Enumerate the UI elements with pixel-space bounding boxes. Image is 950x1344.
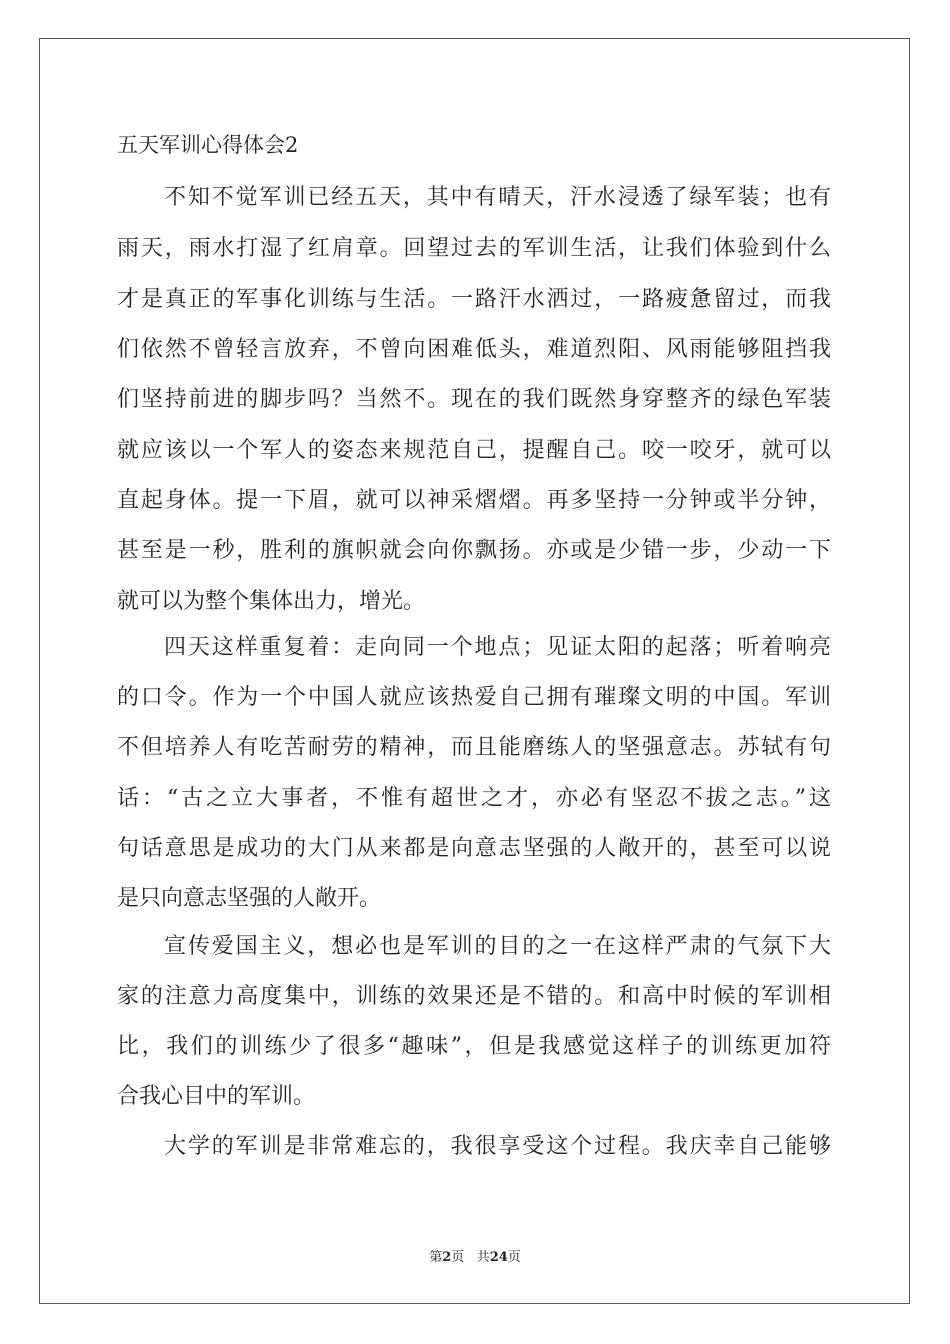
page-label-prefix: 第 [429,1250,443,1265]
total-page-count: 24 [489,1250,508,1265]
paragraph-line: 才是真正的军事化训练与生活。一路汗水洒过，一路疲惫留过，而我 [117,287,831,312]
paragraph-line: 就应该以一个军人的姿态来规范自己，提醒自己。咬一咬牙，就可以 [117,438,831,463]
page-label-suffix: 页 [451,1250,465,1265]
paragraph-line: 是只向意志坚强的人敞开。 [117,886,382,911]
paragraph-line: 不知不觉军训已经五天，其中有晴天，汗水浸透了绿军装；也有 [164,185,831,210]
total-label-suffix: 页 [507,1250,521,1265]
total-label-prefix: 共 [476,1250,490,1265]
paragraph-line: 四天这样重复着：走向同一个地点；见证太阳的起落；听着响亮 [164,635,831,660]
paragraph-line: 合我心目中的军训。 [117,1084,316,1109]
current-page-number: 2 [442,1250,452,1265]
paragraph-line: 直起身体。提一下眉，就可以神采熠熠。再多坚持一分钟或半分钟， [117,488,831,513]
paragraph-line: 大学的军训是非常难忘的，我很享受这个过程。我庆幸自己能够 [164,1134,831,1159]
paragraph-line: 们坚持前进的脚步吗？当然不。现在的我们既然身穿整齐的绿色军装 [117,387,831,412]
paragraph-line: 们依然不曾轻言放弃，不曾向困难低头，难道烈阳、风雨能够阻挡我 [117,337,831,362]
paragraph-line: 家的注意力高度集中，训练的效果还是不错的。和高中时候的军训相 [117,984,831,1009]
document-title: 五天军训心得体会2 [117,133,299,157]
paragraph-line: 宣传爱国主义，想必也是军训的目的之一在这样严肃的气氛下大 [164,934,831,959]
paragraph-line: 话：“古之立大事者，不惟有超世之才，亦必有坚忍不拔之志。”这 [117,786,831,811]
paragraph-line: 就可以为整个集体出力，增光。 [117,589,426,614]
paragraph-line: 句话意思是成功的大门从来都是向意志坚强的人敞开的，甚至可以说 [117,836,831,861]
paragraph-line: 比，我们的训练少了很多“趣味”，但是我感觉这样子的训练更加符 [117,1034,831,1059]
paragraph-line: 甚至是一秒，胜利的旗帜就会向你飘扬。亦或是少错一步，少动一下 [117,538,831,563]
paragraph-line: 雨天，雨水打湿了红肩章。回望过去的军训生活，让我们体验到什么 [117,236,831,261]
page-border [39,38,910,1304]
paragraph-line: 的口令。作为一个中国人就应该热爱自己拥有璀璨文明的中国。军训 [117,685,831,710]
paragraph-line: 不但培养人有吃苦耐劳的精神，而且能磨练人的坚强意志。苏轼有句 [117,735,831,760]
page-footer [0,1249,950,1267]
